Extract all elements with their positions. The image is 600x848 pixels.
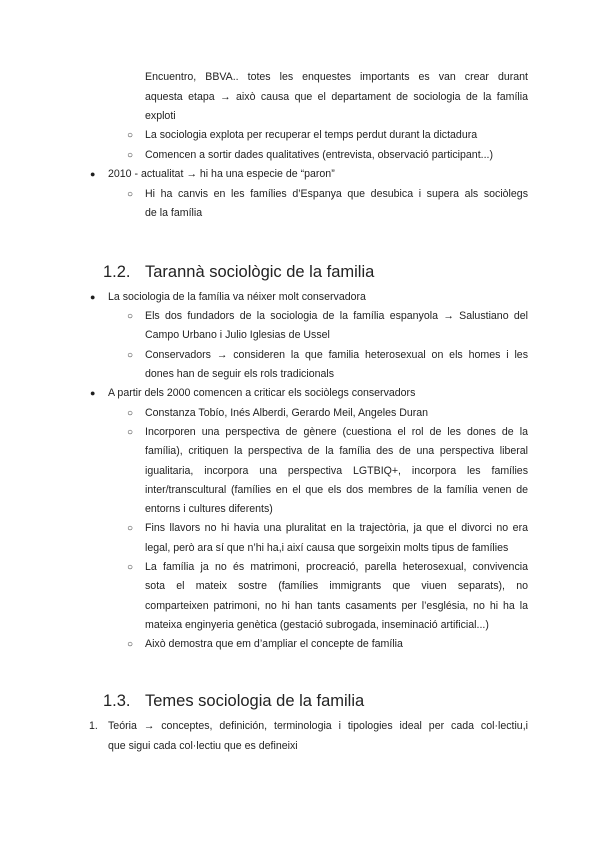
circle-bullet-icon: ○ — [127, 408, 134, 419]
circle-bullet-icon: ○ — [127, 639, 134, 650]
bullet-2-sub-3-line-1: Fins llavors no hi havia una pluralitat en la trajectòria, ja que el divorci no era — [145, 522, 528, 534]
circle-bullet-icon: ○ — [127, 150, 134, 161]
bullet-2-sub-2-line-1: Incorporen una perspectiva de gènere (cuestiona el rol de les dones de la — [145, 426, 528, 438]
section-title: Temes sociologia de la familia — [145, 692, 365, 710]
bullet-icon: ● — [90, 292, 96, 302]
bullet-1-sub-2-line-1: Conservadors → consideren la que familia heterosexual on els homes i les — [145, 349, 528, 361]
bullet-icon: ● — [90, 169, 96, 179]
bullet-2-sub-5: Això demostra que em d’ampliar el concepte de família — [145, 638, 403, 650]
bullet-2-sub-3-line-2: legal, però ara sí que n’hi ha,i així causa que sorgeixin molts tipus de famílies — [145, 542, 509, 554]
bullet-2-sub-4-line-4: mateixa enginyeria genètica (gestació subrogada, inseminació artificial...) — [145, 619, 489, 631]
intro-line-1: Encuentro, BBVA.. totes les enquestes importants es van crear durant — [145, 71, 528, 83]
bullet-2-sub-2-line-3: igualitaria, incorpora una perspectiva LGTBIQ+, incorpora les famílies — [145, 465, 528, 477]
bullet-2-sub-4-line-3: comparteixen patrimoni, no hi han tants casaments per l’església, no hi ha la — [145, 600, 528, 612]
circle-bullet-icon: ○ — [127, 311, 134, 322]
circle-bullet-icon: ○ — [127, 562, 134, 573]
bullet-2-sub-2-line-2: família), critiquen la perspectiva de la família des de una perspectiva liberal — [145, 445, 528, 457]
section-number: 1.2. — [103, 263, 131, 281]
intro-line-3: exploti — [145, 110, 176, 122]
bullet-2: A partir dels 2000 comencen a criticar els sociòlegs conservadors — [108, 387, 416, 399]
bullet-2-sub-1: Constanza Tobío, Inés Alberdi, Gerardo Meil, Angeles Duran — [145, 407, 429, 419]
bullet-2-sub-2-line-4: inter/transcultural (famílies en el que els dos membres de la família venen de — [145, 484, 528, 496]
bullet-2-sub-4-line-2: sota el mateix sostre (famílies immigrants que viuen separats), no — [145, 580, 528, 592]
bullet-icon: ● — [90, 388, 96, 398]
intro-line-2: aquesta etapa → això causa que el departament de sociologia de la família — [145, 91, 528, 103]
item-2010: 2010 - actualitat → hi ha una especie de “paron” — [108, 168, 335, 180]
bullet-1-sub-1-line-2: Campo Urbano i Julio Iglesias de Ussel — [145, 329, 330, 341]
numbered-item-1-line-1: Teória → conceptes, definición, terminologia i tipologies ideal per cada col·lectiu,i — [108, 720, 528, 732]
bullet-1: La sociologia de la família va néixer molt conservadora — [108, 291, 366, 303]
intro-sub-item-1: La sociologia explota per recuperar el temps perdut durant la dictadura — [145, 129, 478, 141]
bullet-2-sub-2-line-5: entorns i cultures diferents) — [145, 503, 273, 515]
item-2010-sub-line-2: de la família — [145, 207, 203, 219]
bullet-2-sub-4-line-1: La família ja no és matrimoni, procreació, parella heterosexual, convivencia — [145, 561, 528, 573]
circle-bullet-icon: ○ — [127, 189, 134, 200]
circle-bullet-icon: ○ — [127, 523, 134, 534]
circle-bullet-icon: ○ — [127, 427, 134, 438]
section-number: 1.3. — [103, 692, 131, 710]
section-title: Tarannà sociològic de la familia — [145, 263, 375, 281]
intro-sub-item-2: Comencen a sortir dades qualitatives (entrevista, observació participant...) — [145, 149, 493, 161]
circle-bullet-icon: ○ — [127, 350, 134, 361]
numbered-marker: 1. — [89, 720, 98, 732]
circle-bullet-icon: ○ — [127, 130, 134, 141]
item-2010-sub-line-1: Hi ha canvis en les famílies d’Espanya que desubica i supera als sociòlegs — [145, 188, 528, 200]
bullet-1-sub-1-line-1: Els dos fundadors de la sociologia de la família espanyola → Salustiano del — [145, 310, 528, 322]
numbered-item-1-line-2: que sigui cada col·lectiu que es defineixi — [108, 740, 298, 752]
bullet-1-sub-2-line-2: dones han de seguir els rols tradicionals — [145, 368, 335, 380]
